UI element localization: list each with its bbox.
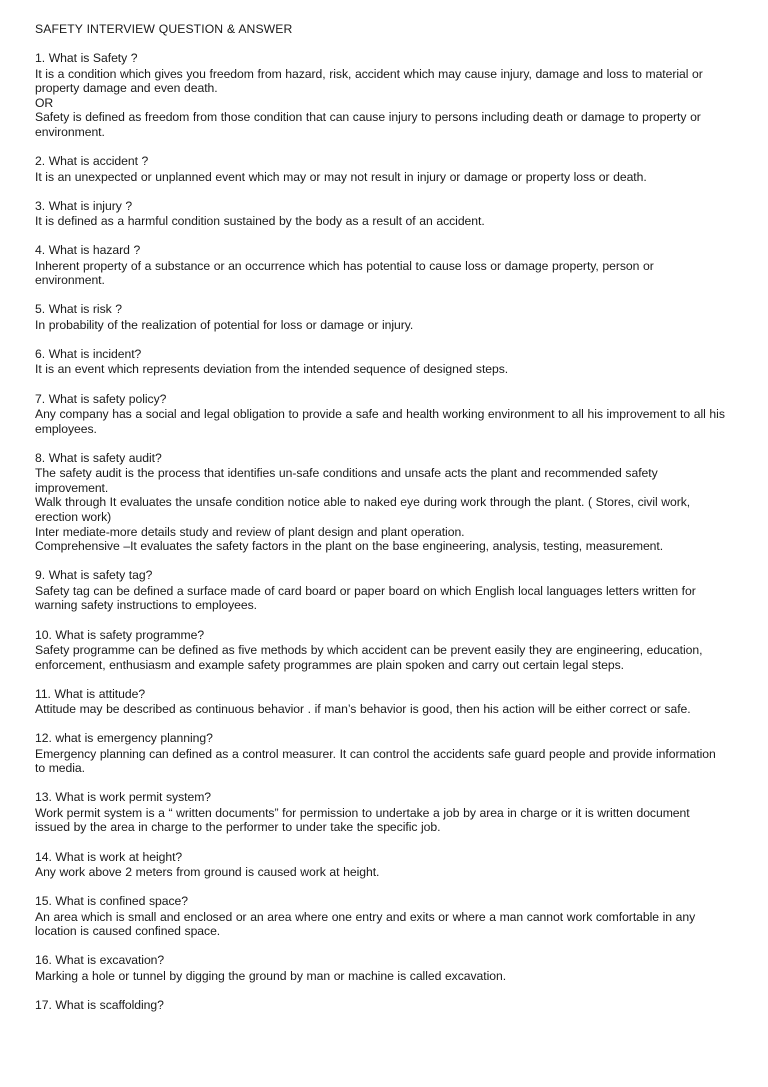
question-text: 6. What is incident? bbox=[35, 347, 142, 362]
question-text: 1. What is Safety ? bbox=[35, 51, 138, 66]
answer-text: Marking a hole or tunnel by digging the ground by man or machine is called excavation. bbox=[35, 968, 507, 983]
qa-item-10 bbox=[35, 628, 725, 673]
answer-text: OR bbox=[35, 95, 54, 110]
document-title: SAFETY INTERVIEW QUESTION & ANSWER bbox=[35, 22, 293, 36]
answer-text: It is a condition which gives you freedom from hazard, risk, accident which may cause injury, damage and loss to material or property damage and even death. bbox=[35, 66, 703, 96]
qa-item-2 bbox=[35, 154, 725, 184]
question-text: 12. what is emergency planning? bbox=[35, 731, 213, 746]
answer-text: Safety is defined as freedom from those condition that can cause injury to persons including death or damage to property or environment. bbox=[35, 110, 701, 139]
qa-item-11 bbox=[35, 687, 725, 717]
qa-item-7 bbox=[35, 392, 725, 437]
question-text: 8. What is safety audit? bbox=[35, 450, 162, 465]
answer-text: Any work above 2 meters from ground is caused work at height. bbox=[35, 865, 380, 879]
answer-text: The safety audit is the process that identifies un-safe conditions and unsafe acts the plant and recommended safety improvement. bbox=[35, 466, 658, 495]
document-page bbox=[35, 22, 725, 1027]
qa-item-14 bbox=[35, 850, 725, 880]
question-text: 15. What is confined space? bbox=[35, 894, 188, 909]
answer-text: Inherent property of a substance or an occurrence which has potential to cause loss or damage property, person or environment. bbox=[35, 258, 654, 288]
answer-text: Walk through It evaluates the unsafe condition notice able to naked eye during work through the plant. ( Stores, civil work, erection work) bbox=[35, 495, 691, 524]
qa-item-16 bbox=[35, 953, 725, 983]
question-text: 10. What is safety programme? bbox=[35, 627, 205, 642]
question-text: 11. What is attitude? bbox=[35, 686, 146, 701]
answer-text: An area which is small and enclosed or an area where one entry and exits or where a man cannot work comfortable in any location is caused confined space. bbox=[35, 909, 696, 939]
answer-text: Work permit system is a “ written documents” for permission to undertake a job by area in charge or it is written document issued by the area in charge to the performer to under take the specific job. bbox=[35, 805, 690, 835]
question-text: 9. What is safety tag? bbox=[35, 568, 153, 583]
question-text: 13. What is work permit system? bbox=[35, 790, 212, 805]
qa-item-15 bbox=[35, 894, 725, 939]
question-text: 4. What is hazard ? bbox=[35, 243, 141, 258]
answer-text: It is an unexpected or unplanned event which may or may not result in injury or damage or property loss or death. bbox=[35, 169, 647, 184]
question-text: 14. What is work at height? bbox=[35, 849, 183, 864]
qa-item-8 bbox=[35, 451, 725, 554]
answer-text: Emergency planning can defined as a control measurer. It can control the accidents safe guard people and provide information to media. bbox=[35, 746, 716, 776]
question-text: 2. What is accident ? bbox=[35, 154, 149, 169]
qa-item-1 bbox=[35, 51, 725, 139]
answer-text: Attitude may be described as continuous behavior . if man’s behavior is good, then his action will be either correct or safe. bbox=[35, 702, 691, 717]
qa-item-9 bbox=[35, 568, 725, 613]
answer-text: Safety tag can be defined a surface made of card board or paper board on which English local languages letters written for warning safety instructions to employees. bbox=[35, 583, 696, 613]
answer-text: Comprehensive –It evaluates the safety factors in the plant on the base engineering, analysis, testing, measurement. bbox=[35, 539, 664, 554]
answer-text: It is defined as a harmful condition sustained by the body as a result of an accident. bbox=[35, 214, 485, 229]
qa-item-4 bbox=[35, 243, 725, 288]
question-text: 16. What is excavation? bbox=[35, 953, 165, 968]
qa-item-17 bbox=[35, 998, 725, 1013]
qa-item-3 bbox=[35, 199, 725, 229]
question-text: 5. What is risk ? bbox=[35, 302, 123, 317]
qa-item-12 bbox=[35, 731, 725, 776]
qa-item-13 bbox=[35, 790, 725, 835]
answer-text: In probability of the realization of potential for loss or damage or injury. bbox=[35, 317, 414, 332]
answer-text: Inter mediate-more details study and review of plant design and plant operation. bbox=[35, 524, 465, 539]
qa-item-5 bbox=[35, 302, 725, 332]
question-text: 7. What is safety policy? bbox=[35, 391, 167, 406]
answer-text: Any company has a social and legal obligation to provide a safe and health working environment to all his improvement to all his employees. bbox=[35, 407, 725, 436]
question-text: 17. What is scaffolding? bbox=[35, 997, 164, 1012]
answer-text: Safety programme can be defined as five methods by which accident can be prevent easily they are engineering, education, enforcement, enthusiasm and example safety programmes are plain spoken and carry out certain legal steps. bbox=[35, 642, 703, 672]
answer-text: It is an event which represents deviation from the intended sequence of designed steps. bbox=[35, 362, 509, 377]
qa-item-6 bbox=[35, 347, 725, 377]
question-text: 3. What is injury ? bbox=[35, 198, 133, 213]
